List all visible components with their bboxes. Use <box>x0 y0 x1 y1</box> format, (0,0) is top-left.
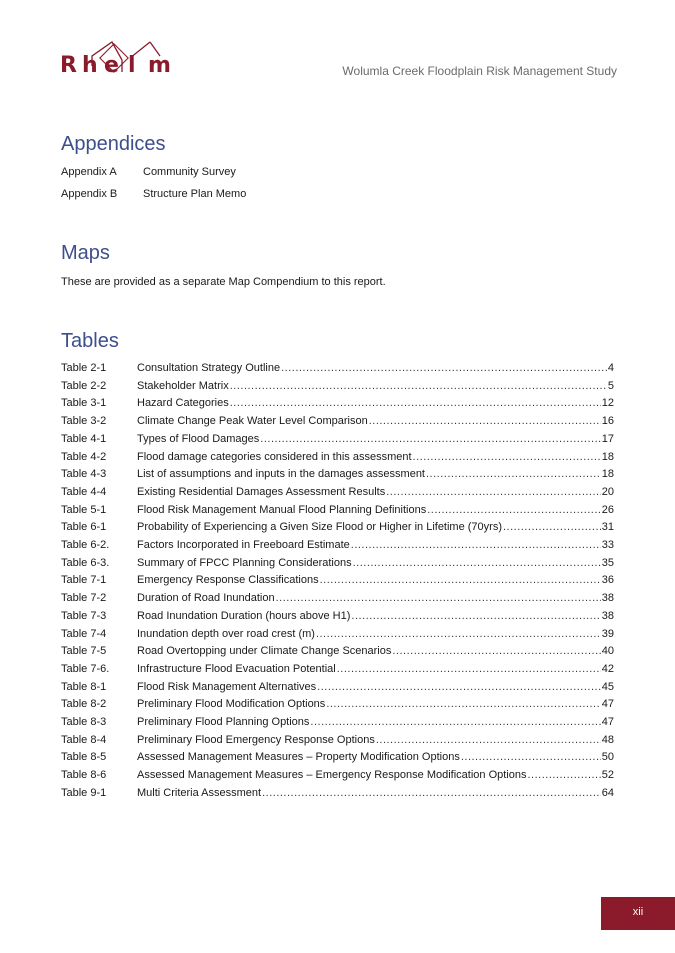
appendices-heading: Appendices <box>61 133 166 155</box>
toc-row[interactable] <box>61 663 614 679</box>
toc-table-number: Table 6-3. <box>61 556 110 569</box>
appendix-title: Structure Plan Memo <box>143 188 247 200</box>
toc-page-number: 47 <box>601 716 614 728</box>
toc-table-title: Stakeholder Matrix <box>137 379 229 392</box>
toc-table-number: Table 7-2 <box>61 592 107 605</box>
toc-leader-dots <box>527 769 600 781</box>
toc-leader-dots <box>230 380 607 392</box>
toc-table-number: Table 8-1 <box>61 680 107 693</box>
tables-heading: Tables <box>61 330 119 352</box>
toc-table-title: Flood damage categories considered in this assessment <box>137 450 412 463</box>
toc-page-number: 36 <box>601 574 614 587</box>
appendix-label: Appendix B <box>61 188 118 200</box>
toc-table-title: List of assumptions and inputs in the damages assessment <box>137 468 425 481</box>
toc-leader-dots <box>320 574 601 586</box>
toc-leader-dots <box>413 451 601 463</box>
toc-row[interactable] <box>61 380 614 396</box>
maps-text: These are provided as a separate Map Compendium to this report. <box>61 276 386 288</box>
toc-table-title: Preliminary Flood Planning Options <box>137 716 310 728</box>
toc-leader-dots <box>317 681 601 693</box>
toc-table-number: Table 5-1 <box>61 503 107 516</box>
toc-table-title: Consultation Strategy Outline <box>137 362 281 374</box>
appendix-label: Appendix A <box>61 166 117 178</box>
toc-leader-dots <box>427 504 601 516</box>
toc-row[interactable] <box>61 769 614 785</box>
toc-table-number: Table 8-5 <box>61 751 107 764</box>
toc-table-title: Probability of Experiencing a Given Size Flood or Higher in Lifetime (70yrs) <box>137 521 502 534</box>
toc-leader-dots <box>392 645 600 657</box>
toc-table-title: Climate Change Peak Water Level Comparison <box>137 415 368 428</box>
toc-page-number: 5 <box>607 379 614 392</box>
toc-page-number: 40 <box>601 645 614 658</box>
toc-table-number: Table 6-1 <box>61 521 107 534</box>
toc-table-number: Table 4-4 <box>61 485 107 498</box>
toc-table-number: Table 4-3 <box>61 468 107 481</box>
toc-row[interactable] <box>61 716 614 732</box>
toc-table-title: Preliminary Flood Emergency Response Options <box>137 733 375 746</box>
toc-row[interactable] <box>61 504 614 520</box>
toc-row[interactable] <box>61 415 614 431</box>
toc-page-number: 64 <box>601 786 614 799</box>
toc-table-title: Inundation depth over road crest (m) <box>137 627 315 640</box>
toc-row[interactable] <box>61 574 614 590</box>
toc-table-number: Table 4-2 <box>61 450 107 463</box>
toc-table-title: Flood Risk Management Alternatives <box>137 680 317 693</box>
toc-table-title: Preliminary Flood Modification Options <box>137 698 326 711</box>
toc-table-number: Table 7-3 <box>61 609 107 622</box>
toc-page-number: 18 <box>601 450 614 463</box>
toc-table-title: Flood Risk Management Manual Flood Planning Definitions <box>137 503 427 516</box>
toc-leader-dots <box>310 716 600 728</box>
toc-table-number: Table 2-2 <box>61 379 107 392</box>
toc-table-title: Assessed Management Measures – Property Modification Options <box>137 751 460 764</box>
logo-wordmark: R h e l m <box>60 53 172 78</box>
toc-table-number: Table 7-5 <box>61 645 107 658</box>
toc-table-title: Multi Criteria Assessment <box>137 786 262 799</box>
toc-row[interactable] <box>61 468 614 484</box>
toc-leader-dots <box>369 415 601 427</box>
appendix-row[interactable] <box>61 188 246 200</box>
toc-leader-dots <box>386 486 601 498</box>
toc-table-number: Table 3-1 <box>61 397 107 410</box>
toc-page-number: 35 <box>601 556 614 569</box>
toc-page-number: 48 <box>601 733 614 746</box>
toc-row[interactable] <box>61 698 614 714</box>
toc-leader-dots <box>351 610 600 622</box>
toc-table-number: Table 6-2. <box>61 539 110 551</box>
toc-table-number: Table 8-6 <box>61 769 107 782</box>
toc-table-number: Table 4-1 <box>61 432 107 445</box>
toc-leader-dots <box>426 468 601 480</box>
toc-row[interactable] <box>61 362 614 378</box>
toc-page-number: 39 <box>601 627 614 640</box>
toc-page-number: 4 <box>607 362 614 374</box>
toc-leader-dots <box>351 539 601 551</box>
toc-table-number: Table 7-6. <box>61 662 110 675</box>
toc-leader-dots <box>503 521 601 533</box>
toc-row[interactable] <box>61 451 614 467</box>
toc-row[interactable] <box>61 486 614 502</box>
toc-table-number: Table 7-4 <box>61 627 107 640</box>
toc-row[interactable] <box>61 734 614 750</box>
toc-leader-dots <box>230 397 601 409</box>
toc-row[interactable] <box>61 433 614 449</box>
appendix-title: Community Survey <box>143 166 236 178</box>
toc-row[interactable] <box>61 628 614 644</box>
toc-page-number: 31 <box>601 521 614 534</box>
toc-table-title: Factors Incorporated in Freeboard Estimate <box>137 539 350 551</box>
toc-table-number: Table 2-1 <box>61 362 107 374</box>
toc-row[interactable] <box>61 557 614 573</box>
toc-row[interactable] <box>61 521 614 537</box>
toc-table-title: Duration of Road Inundation <box>137 592 275 605</box>
toc-leader-dots <box>276 592 601 604</box>
toc-page-number: 45 <box>601 680 614 693</box>
toc-page-number: 52 <box>601 769 614 782</box>
toc-page-number: 26 <box>601 503 614 516</box>
toc-row[interactable] <box>61 592 614 608</box>
toc-table-title: Emergency Response Classifications <box>137 574 319 587</box>
toc-table-title: Road Overtopping under Climate Change Scenarios <box>137 645 392 658</box>
toc-leader-dots <box>260 433 600 445</box>
toc-page-number: 12 <box>601 397 614 410</box>
rhelm-logo <box>60 38 180 80</box>
maps-heading: Maps <box>61 242 110 264</box>
toc-table-title: Types of Flood Damages <box>137 432 260 445</box>
toc-page-number: 42 <box>601 662 614 675</box>
toc-row[interactable] <box>61 681 614 697</box>
toc-table-number: Table 7-1 <box>61 574 107 587</box>
toc-leader-dots <box>353 557 601 569</box>
toc-page-number: 38 <box>601 592 614 605</box>
toc-table-number: Table 8-2 <box>61 698 107 711</box>
toc-table-title: Infrastructure Flood Evacuation Potential <box>137 662 336 675</box>
toc-leader-dots <box>316 628 601 640</box>
toc-table-number: Table 9-1 <box>61 786 107 799</box>
toc-page-number: 47 <box>601 698 614 711</box>
toc-page-number: 38 <box>601 609 614 622</box>
toc-table-title: Existing Residential Damages Assessment Results <box>137 485 386 498</box>
toc-table-number: Table 3-2 <box>61 415 107 428</box>
toc-row[interactable] <box>61 751 614 767</box>
toc-table-title: Hazard Categories <box>137 397 229 410</box>
toc-page-number: 20 <box>601 485 614 498</box>
toc-table-number: Table 8-3 <box>61 716 107 728</box>
appendix-row[interactable] <box>61 166 236 178</box>
toc-leader-dots <box>281 362 607 374</box>
toc-page-number: 18 <box>601 468 614 481</box>
toc-table-number: Table 8-4 <box>61 733 107 746</box>
toc-leader-dots <box>262 787 601 799</box>
toc-table-title: Road Inundation Duration (hours above H1) <box>137 609 351 622</box>
toc-leader-dots <box>337 663 601 675</box>
toc-row[interactable] <box>61 787 614 803</box>
toc-page-number: 50 <box>601 751 614 764</box>
toc-page-number: 16 <box>601 415 614 428</box>
toc-leader-dots <box>326 698 600 710</box>
toc-leader-dots <box>461 751 601 763</box>
toc-row[interactable] <box>61 645 614 661</box>
toc-page-number: 33 <box>601 539 614 551</box>
toc-row[interactable] <box>61 539 614 555</box>
toc-table-title: Summary of FPCC Planning Considerations <box>137 556 352 569</box>
document-title: Wolumla Creek Floodplain Risk Management Study <box>342 64 617 78</box>
toc-row[interactable] <box>61 610 614 626</box>
toc-page-number: 17 <box>601 432 614 445</box>
page-number: xii <box>632 906 644 918</box>
page-number-box <box>601 897 675 930</box>
toc-table-title: Assessed Management Measures – Emergency Response Modification Options <box>137 769 527 782</box>
toc-row[interactable] <box>61 397 614 413</box>
toc-leader-dots <box>376 734 601 746</box>
